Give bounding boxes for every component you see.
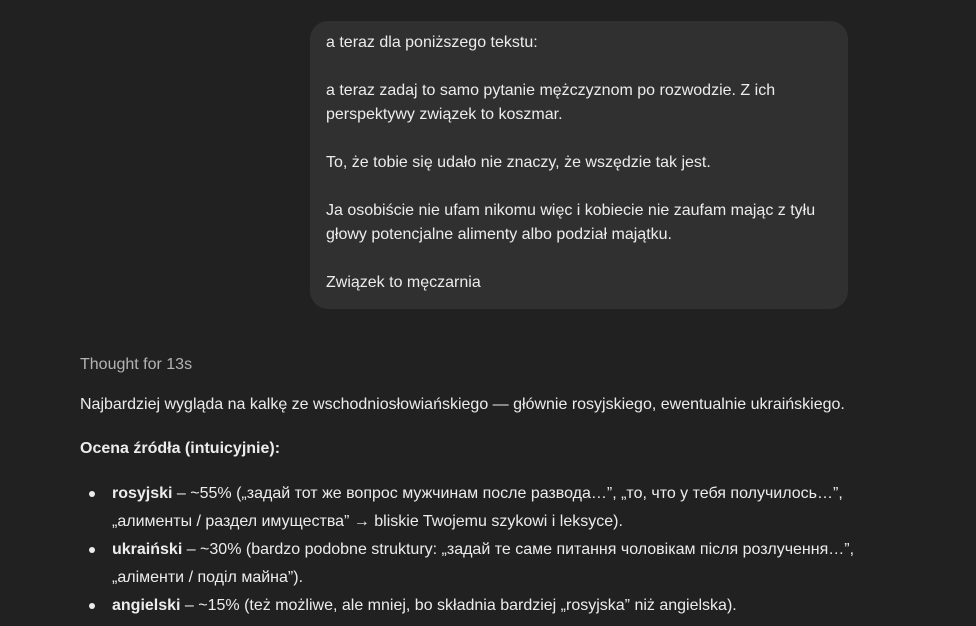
user-message-paragraph: Związek to męczarnia [326,274,481,291]
user-message-bubble [310,21,848,309]
list-item-text: – ~55% („задай тот же вопрос мужчинам после развода…”, „то, что у тебя получилось…”, „алименты / раздел имущества” → bliskie Twojemu szykowi i leksyce). [112,485,843,530]
bullet-icon [89,491,95,497]
list-item [112,592,870,620]
assistant-response [80,393,870,620]
list-item-term: rosyjski [112,485,173,502]
response-heading: Ocena źródła (intuicyjnie): [80,440,281,457]
list-item-text: – ~30% (bardzo podobne struktury: „задай те саме питання чоловікам після розлучення…”, „аліменти / поділ майна”). [112,541,855,586]
response-intro: Najbardziej wygląda na kalkę ze wschodniosłowiańskiego — głównie rosyjskiego, ewentualnie ukraińskiego. [80,396,845,413]
user-message-paragraph: Ja osobiście nie ufam nikomu więc i kobiecie nie zaufam mając z tyłu głowy potencjalne alimenty albo podział majątku. [326,202,816,243]
user-message-paragraph: a teraz zadaj to samo pytanie mężczyznom po rozwodzie. Z ich perspektywy związek to koszmar. [326,82,776,123]
list-item [112,480,870,536]
bullet-icon [89,547,95,553]
list-item [112,536,870,592]
bullet-icon [89,603,95,609]
user-message-paragraph: To, że tobie się udało nie znaczy, że wszędzie tak jest. [326,154,711,171]
list-item-text: – ~15% (też możliwe, ale mniej, bo składnia bardziej „rosyjska” niż angielska). [180,597,737,614]
thought-duration-toggle[interactable]: Thought for 13s [80,356,193,373]
source-estimate-list [80,480,870,620]
list-item-term: ukraiński [112,541,183,558]
list-item-term: angielski [112,597,181,614]
user-message-paragraph: a teraz dla poniższego tekstu: [326,34,538,51]
